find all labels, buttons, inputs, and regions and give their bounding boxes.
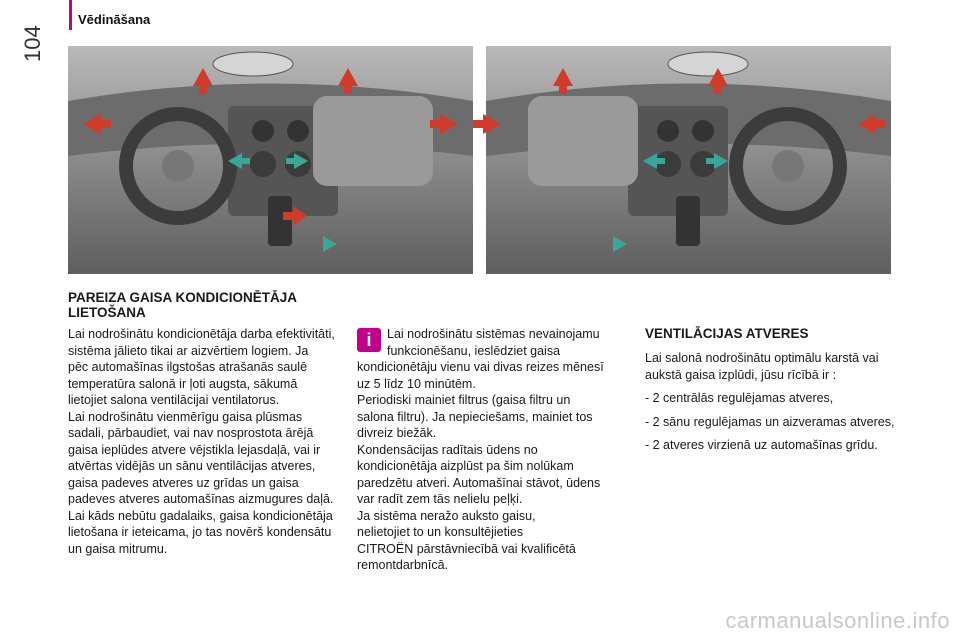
section-title: Vēdināšana bbox=[78, 12, 151, 27]
page-number: 104 bbox=[20, 25, 45, 62]
text-line: sadali, pārbaudiet, vai nav nosprostota ārējā bbox=[68, 426, 314, 440]
text-line: var radīt zem tās nelielu peļķi. bbox=[357, 492, 523, 506]
text-line: padeves atveres automašīnas aizmugures daļā. bbox=[68, 492, 334, 506]
left-heading: PAREIZA GAISA KONDICIONĒTĀJA LIETOŠANA bbox=[68, 290, 297, 320]
text-line: lietojiet salona ventilācijai ventilatorus. bbox=[68, 393, 280, 407]
list-item: - 2 centrālās regulējamas atveres, bbox=[645, 391, 834, 405]
text-line: Lai nodrošinātu sistēmas nevainojamu bbox=[387, 327, 600, 341]
text-line: paredzētu atveri. Automašīnai stāvot, ūdens bbox=[357, 475, 601, 490]
text-line: Lai kāds nebūtu gadalaiks, gaisa kondicionētāja bbox=[68, 508, 333, 523]
info-icon: i bbox=[357, 328, 381, 352]
text-line: atvērtas vidējās un sānu ventilācijas atveres, bbox=[68, 459, 316, 473]
right-heading: VENTILĀCIJAS ATVERES bbox=[645, 326, 809, 341]
dashboard-figure bbox=[68, 46, 891, 274]
left-body-text bbox=[68, 326, 348, 557]
text-line: sistēma jālieto tikai ar aizvērtiem logiem. Ja bbox=[68, 343, 309, 358]
text-line: gaisa ieplūdes atvere vējstikla lejasdaļā, vai ir bbox=[68, 442, 321, 457]
watermark: carmanualsonline.info bbox=[725, 608, 950, 633]
right-body-text bbox=[645, 350, 915, 454]
dashboard-illustration bbox=[68, 46, 891, 274]
text-line: temperatūra salonā ir ļoti augsta, sākumā bbox=[68, 376, 298, 391]
list-item: - 2 sānu regulējamas un aizveramas atveres, bbox=[645, 414, 895, 429]
text-line: un gaisa mitrumu. bbox=[68, 541, 168, 556]
text-line: CITROËN pārstāvniecībā vai kvalificētā bbox=[357, 541, 576, 556]
info-body-text bbox=[357, 326, 629, 574]
text-line: Lai salonā nodrošinātu optimālu karstā vai bbox=[645, 351, 879, 365]
text-line: remontdarbnīcā. bbox=[357, 558, 449, 572]
text-line: Kondensācijas radītais ūdens no bbox=[357, 442, 538, 457]
text-line: kondicionētāju vienu vai divas reizes mēnesī bbox=[357, 360, 604, 374]
text-line: funkcionēšanu, ieslēdziet gaisa bbox=[387, 343, 561, 358]
text-line: salona filtru). Ja nepieciešams, mainiet tos bbox=[357, 409, 593, 424]
text-line: kondicionētāja aizplūst pa šim nolūkam bbox=[357, 459, 574, 473]
section-accent-bar bbox=[69, 0, 72, 30]
text-line: pēc automašīnas ilgstošas atrašanās saulē bbox=[68, 360, 308, 374]
text-line: gaisa padeves atveres uz grīdas un gaisa bbox=[68, 475, 299, 490]
text-line: lietošana ir ieteicama, jo tas novērš kondensātu bbox=[68, 525, 332, 539]
text-line: Periodiski mainiet filtrus (gaisa filtru un bbox=[357, 393, 571, 407]
text-line: uz 5 līdz 10 minūtēm. bbox=[357, 376, 476, 391]
text-line: Lai nodrošinātu kondicionētāja darba efektivitāti, bbox=[68, 327, 335, 341]
list-item: - 2 atveres virzienā uz automašīnas grīdu. bbox=[645, 438, 878, 452]
text-line: divreiz biežāk. bbox=[357, 426, 437, 440]
text-line: Ja sistēma neražo auksto gaisu, bbox=[357, 508, 536, 523]
text-line: aukstā gaisa izplūdi, jūsu rīcībā ir : bbox=[645, 367, 837, 382]
text-line: Lai nodrošinātu vienmērīgu gaisa plūsmas bbox=[68, 409, 303, 424]
text-line: nelietojiet to un konsultējieties bbox=[357, 525, 524, 539]
